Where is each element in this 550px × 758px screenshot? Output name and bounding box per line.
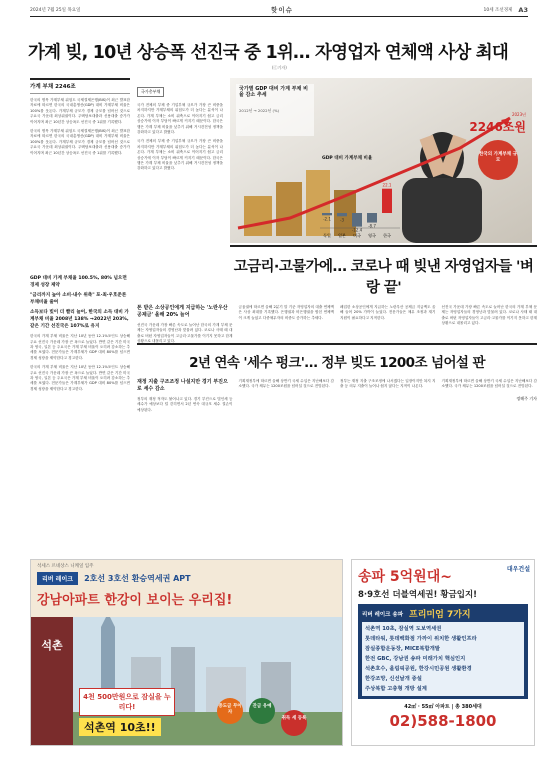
ad-right-headline: 송파 5억원대~ xyxy=(358,569,452,585)
bar-label-0: 독일 xyxy=(323,233,331,238)
center-body-repeat: 국가 전체의 부채 중 기업부채 규모가 가장 큰 비중을 차지하지만 가계부채의 위험도가 더 높다는 분석이 나온다. 가계 부채는 소비 위축으로 이어지기 쉽고 금리 상승기에 이자 부담이 빠르게 커지기 때문이다. 한국은행은 가계 부채 비율을 낮추기 위해 거시건전성 정책을 강화하고 있다고 밝혔다. xyxy=(137,139,223,171)
bar-2 xyxy=(352,213,362,227)
left-box-body-repeat: 한국의 명목 가계부채 위험도 국제결제은행(BIS)이 최근 발표한 자료에 따르면 한국의 국내총생산(GDP) 대비 가계부채 비율은 100%를 웃돈다. 가계부채 규모가 경제 규모를 넘어선 것으로 주요국 가운데 최상위권이다. 주택담보대출과 신용대출 증가가 이어지며 최근 10년간 상승폭도 선진국 중 1위를 기록했다. xyxy=(30,129,130,155)
left-box-body: 한국의 명목 가계부채 위험도 국제결제은행(BIS)이 최근 발표한 자료에 따르면 한국의 국내총생산(GDP) 대비 가계부채 비율은 100%를 웃돈다. 가계부채 규모가 경제 규모를 넘어선 것으로 주요국 가운데 최상위권이다. 주택담보대출과 신용대출 증가가 이어지며 최근 10년간 상승폭도 선진국 중 1위를 기록했다. xyxy=(30,98,130,124)
bar-value-3: -8.7 xyxy=(368,223,376,229)
big-label: 2023년 xyxy=(511,112,526,117)
ad-item-2: 롯데타워, 롯데백화점 가까이 위치한 생활인프라 xyxy=(365,636,477,642)
article-2-col1: 선진국 가운데 가장 빠른 속도로 늘어난 한국의 가계 부채 문제는 자영업자들의 경영난과 맞물려 있다. 코로나 사태 때 대출로 버틴 자영업자들이 고금리·고물가를 이기지 못하고 한계 상황으로 내몰리고 있다. xyxy=(137,323,233,344)
article-3-col3: 정부는 재정 지출 구조조정에 나서겠다는 입장이지만 복지 지출 등 의무 지출이 늘어나 쉽지 않다는 지적이 나온다. xyxy=(340,379,436,389)
bar-1 xyxy=(337,213,347,216)
left-box-title: 가계 부채 2246조 xyxy=(30,80,130,94)
article-2-col1-repeat: 선진국 가운데 가장 빠른 속도로 늘어난 한국의 가계 부채 문제는 자영업자들의 경영난과 맞물려 있다. 코로나 사태 때 대출로 버틴 자영업자들이 고금리·고물가를 이기지 못하고 한계 상황으로 내몰리고 있다. xyxy=(441,305,537,326)
chart-subtitle: 2012년 → 2022년 (%) xyxy=(239,108,280,113)
ad-item-4: 한전 GBC, 강남권 송파 미래가치 핵심인지 xyxy=(365,656,466,662)
gdp-body: 한국의 가계 부채 비율은 지난 10년 동안 12.1%포인트 상승해 주요 선진국 가운데 가장 큰 폭으로 늘었다. 반면 같은 기간 미국과 영국, 일본 등 주요국은 가계 부채 비율이 오히려 감소하는 추세를 보였다. 전문가들은 가계부채가 GDP 대비 80%를 넘으면 경제 성장을 제약한다고 경고한다. xyxy=(30,334,130,360)
chart-note: GDP 대비 가계부채 비율 xyxy=(322,156,373,161)
ad-right-footer: 42㎡ · 55㎡ 아파트 | 총 380세대 xyxy=(404,704,482,710)
bar-label-1: 일본 xyxy=(338,233,346,238)
ad-left-slogan: 2호선 3호선 환승역세권 APT xyxy=(84,574,191,583)
ad-left-brand: 리버 레이크 xyxy=(37,572,78,585)
issue-date: 2024년 7월 25일 목요일 xyxy=(30,7,81,13)
ad-item-5: 석촌호수, 올림픽공원, 한강시민공원 생활환경 xyxy=(365,666,472,672)
ad-item-3: 잠실종합운동장, MICE복합개발 xyxy=(365,646,440,652)
chart-panel xyxy=(230,78,532,243)
bar-value-4: 22.1 xyxy=(382,182,392,188)
bar-value-2: -12.4 xyxy=(351,227,363,233)
ad-right[interactable] xyxy=(351,559,535,746)
ad-item-7: 주상복합 고층형 개방 설계 xyxy=(365,686,427,692)
article-3-headline: 2년 연속 '세수 펑크'… 정부 빚도 1200조 넘어설 판 xyxy=(137,343,537,375)
bar-value-1: -3 xyxy=(340,217,344,223)
ad-badge-2: 잔금 유예 xyxy=(249,698,275,724)
ad-left-top: 석세스 르네상스 니케일 입주 xyxy=(37,564,94,569)
article-3-col1: 정부의 재정 적자도 불어나고 있다. 경기 부진으로 법인세 등 세수가 예상보다 덜 걷히면서 2년 연속 대규모 세수 결손이 예상된다. xyxy=(137,397,233,412)
bar-label-2: 미국 xyxy=(353,233,361,238)
article-3-col2-repeat: 기획재정부에 따르면 올해 상반기 국세 수입은 지난해보다 감소했다. 국가 채무는 1200조원을 넘어설 것으로 전망된다. xyxy=(441,379,537,389)
ad-item-1: 석촌역 10초, 잠실역 도보역세권 xyxy=(365,626,442,632)
center-body: 국가 전체의 부채 중 기업부채 규모가 가장 큰 비중을 차지하지만 가계부채의 위험도가 더 높다는 분석이 나온다. 가계 부채는 소비 위축으로 이어지기 쉽고 금리 상승기에 이자 부담이 빠르게 커지기 때문이다. 한국은행은 가계 부채 비율을 낮추기 위해 거시건전성 정책을 강화하고 있다고 밝혔다. xyxy=(137,103,223,135)
chart-title: 국가별 GDP 대비 가계 부채 비율 감소 추세 xyxy=(239,86,308,98)
ad-left[interactable] xyxy=(30,559,343,746)
center-column xyxy=(137,78,223,172)
section-label: 핫이슈 xyxy=(271,6,293,14)
gdp-subhead: GDP 대비 가계 부채율 100.5%, 80% 넘으면 경제 성장 제약 xyxy=(30,276,127,288)
ad-badge-1: 중도금 무이자 xyxy=(217,698,243,724)
bar-label-3: 영국 xyxy=(368,233,376,238)
article-3-col2: 기획재정부에 따르면 올해 상반기 국세 수입은 지난해보다 감소했다. 국가 채무는 1200조원을 넘어설 것으로 전망된다. xyxy=(238,379,334,389)
ad-right-sub: 8·9호선 더블역세권! 황금입지! xyxy=(358,590,478,600)
article-2-col3: 폐업한 소상공인에게 지급하는 노란우산 공제금 지급액도 올해 들어 20% 가까이 늘었다. 전문가들은 채무 조정과 재기 지원이 필요하다고 지적한다. xyxy=(340,305,436,320)
bar-4 xyxy=(382,189,392,213)
stamp-badge: 한국의 가계부채 규모 xyxy=(478,140,518,180)
ad-right-brand: 대우건설 xyxy=(506,566,530,573)
big-value: 2246조원 xyxy=(469,120,526,134)
gdp-quote: "금리까지 높아 소비·내수 위축" 포·최·우호준론 부채비율 줄여 xyxy=(30,293,127,305)
article-2 xyxy=(137,245,537,345)
ad-left-price: 4천 500만원으로 잠실을 누리다! xyxy=(79,688,175,716)
main-headline: 가계 빚, 10년 상승폭 선진국 중 1위… 자영업자 연체액 사상 최대 xyxy=(28,43,509,63)
article-2-col2: 금융권에 따르면 올해 2분기 말 기준 자영업자의 대출 연체액은 사상 최대를 기록했다. 은행권과 비은행권을 합친 연체액이 크게 늘었고 다중채무자의 비중도 증가하는 추세다. xyxy=(238,305,334,320)
page-number: A3 xyxy=(518,5,528,14)
left-box xyxy=(30,78,130,156)
ad-item-6: 한강조망, 신선날개 증설 xyxy=(365,676,422,682)
byline: (ⓒ기자) xyxy=(272,65,287,70)
bar-0 xyxy=(322,213,332,215)
ad-badge-3: 취득 세 등록 xyxy=(281,710,307,736)
bar-3 xyxy=(367,213,377,223)
article-3 xyxy=(137,343,537,413)
ad-left-side: 석촌 xyxy=(31,617,73,746)
article-2-headline: 고금리·고물가에… 코로나 때 빚낸 자영업자들 '벼랑 끝' xyxy=(230,245,537,301)
gdp-box xyxy=(30,273,130,392)
bar-label-4: 한국 xyxy=(383,233,391,238)
edition-label: 10세 조선경제 xyxy=(483,7,513,13)
article-2-lead: 폰 받은 소상공인에게 지급하는 '노란우산 공제금' 올해 20% 늘어 xyxy=(137,305,228,318)
gdp-subhead2: 소득보다 빚이 더 빨리 늘어, 한국의 소득 대비 가계부채 비율 2008년 138% →2022년 203%, 같은 기간 선진국은 107%로 유지 xyxy=(30,310,129,329)
ad-right-phone[interactable]: 02)588-1800 xyxy=(389,712,497,730)
bar-value-0: -2.1 xyxy=(323,216,331,222)
ad-right-box-title: 리버 레이크 송파 xyxy=(362,611,404,618)
ad-right-premium: 프리미엄 7가지 xyxy=(409,610,471,620)
article-3-byline: 정해주 기자 xyxy=(516,395,537,401)
page-header xyxy=(30,3,528,17)
gdp-body-repeat: 한국의 가계 부채 비율은 지난 10년 동안 12.1%포인트 상승해 주요 선진국 가운데 가장 큰 폭으로 늘었다. 반면 같은 기간 미국과 영국, 일본 등 주요국은 가계 부채 비율이 오히려 감소하는 추세를 보였다. 전문가들은 가계부채가 GDP 대비 80%를 넘으면 경제 성장을 제약한다고 경고한다. xyxy=(30,365,130,391)
ad-left-big: 강남아파트 한강이 보이는 우리집! xyxy=(37,593,233,608)
center-tag: 국가총부채 xyxy=(137,87,164,97)
article-3-lead: 재정 지출 구조조정 나설지만 경기 부진으로 세수 감소 xyxy=(137,379,228,392)
ad-left-final: 석촌역 10초!! xyxy=(79,718,161,736)
